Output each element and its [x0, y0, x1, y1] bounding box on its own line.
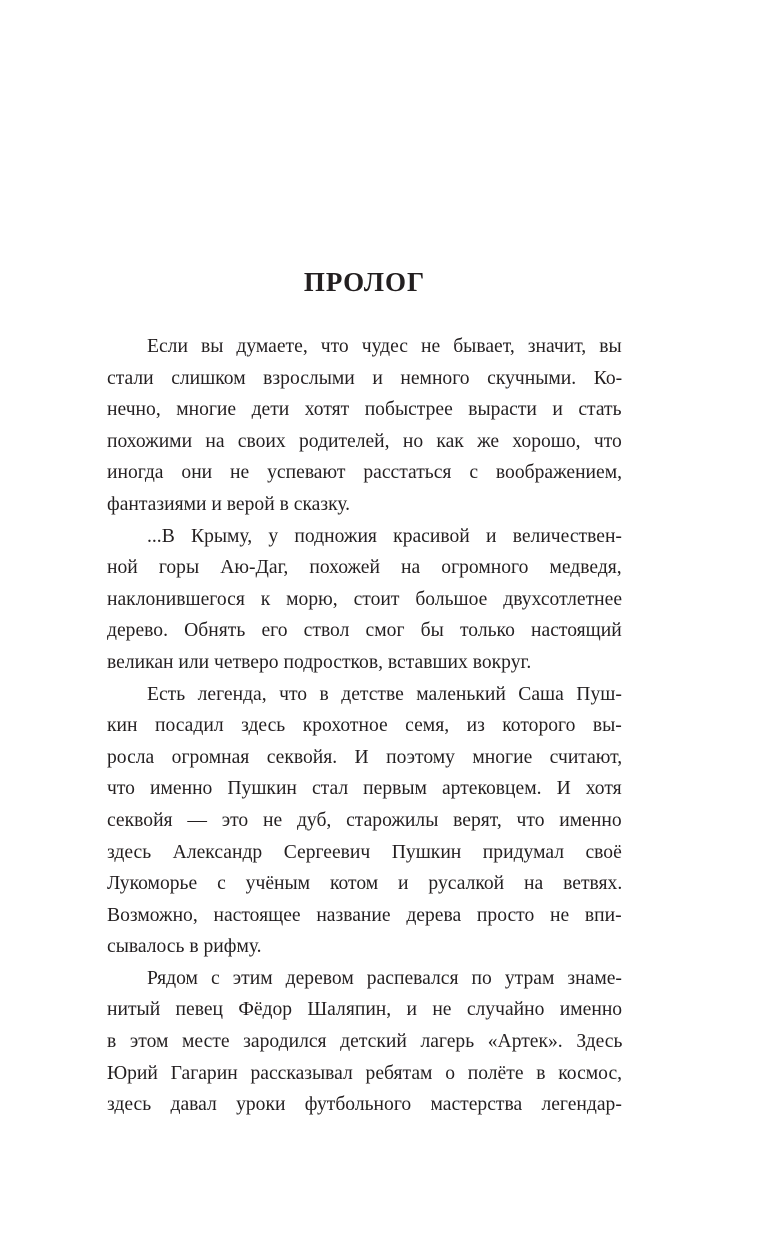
- text-line: иногда они не успевают расстаться с воображением,: [107, 462, 623, 484]
- text-line: росла огромная секвойя. И поэтому многие считают,: [107, 746, 623, 768]
- text-line: дерево. Обнять его ствол смог бы только настоящий: [107, 620, 622, 642]
- text-line: стали слишком взрослыми и немного скучными. Ко-: [107, 367, 623, 389]
- text-line: Рядом с этим деревом распевался по утрам знаме-: [147, 967, 622, 989]
- text-line: Юрий Гагарин рассказывал ребятам о полёте в космос,: [107, 1062, 623, 1084]
- text-line: наклонившегося к морю, стоит большое двухсотлетнее: [107, 588, 623, 610]
- text-line: в этом месте зародился детский лагерь «Артек». Здесь: [107, 1031, 623, 1053]
- text-line: здесь давал уроки футбольного мастерства легендар-: [107, 1094, 622, 1116]
- paragraph-1: [107, 331, 622, 521]
- body-text: [107, 331, 622, 1121]
- paragraph-2: [107, 521, 622, 679]
- text-line: Есть легенда, что в детстве маленький Саша Пуш-: [147, 683, 622, 705]
- text-line: Возможно, настоящее название дерева просто не впи-: [107, 904, 622, 926]
- text-line: ...В Крыму, у подножия красивой и величествен-: [147, 525, 622, 547]
- text-line: великан или четверо подростков, вставших вокруг.: [107, 651, 532, 673]
- text-line: нитый певец Фёдор Шаляпин, и не случайно именно: [107, 999, 623, 1021]
- text-line: здесь Александр Сергеевич Пушкин придумал своё: [107, 841, 622, 863]
- text-line: секвойя — это не дуб, старожилы верят, что именно: [107, 809, 622, 831]
- text-line: ной горы Аю-Даг, похожей на огромного медведя,: [107, 557, 622, 579]
- text-line: похожими на своих родителей, но как же хорошо, что: [107, 430, 622, 452]
- text-line: сывалось в рифму.: [107, 936, 262, 958]
- paragraph-4: [107, 963, 622, 1121]
- chapter-title: ПРОЛОГ: [303, 267, 426, 297]
- text-line: Лукоморье с учёным котом и русалкой на ветвях.: [107, 873, 623, 895]
- text-line: кин посадил здесь крохотное семя, из которого вы-: [107, 715, 622, 737]
- text-line: фантазиями и верой в сказку.: [107, 493, 351, 515]
- text-line: что именно Пушкин стал первым артековцем. И хотя: [107, 778, 622, 800]
- paragraph-3: [107, 679, 622, 963]
- text-line: нечно, многие дети хотят побыстрее вырасти и стать: [107, 399, 622, 421]
- text-line: Если вы думаете, что чудес не бывает, значит, вы: [147, 336, 622, 357]
